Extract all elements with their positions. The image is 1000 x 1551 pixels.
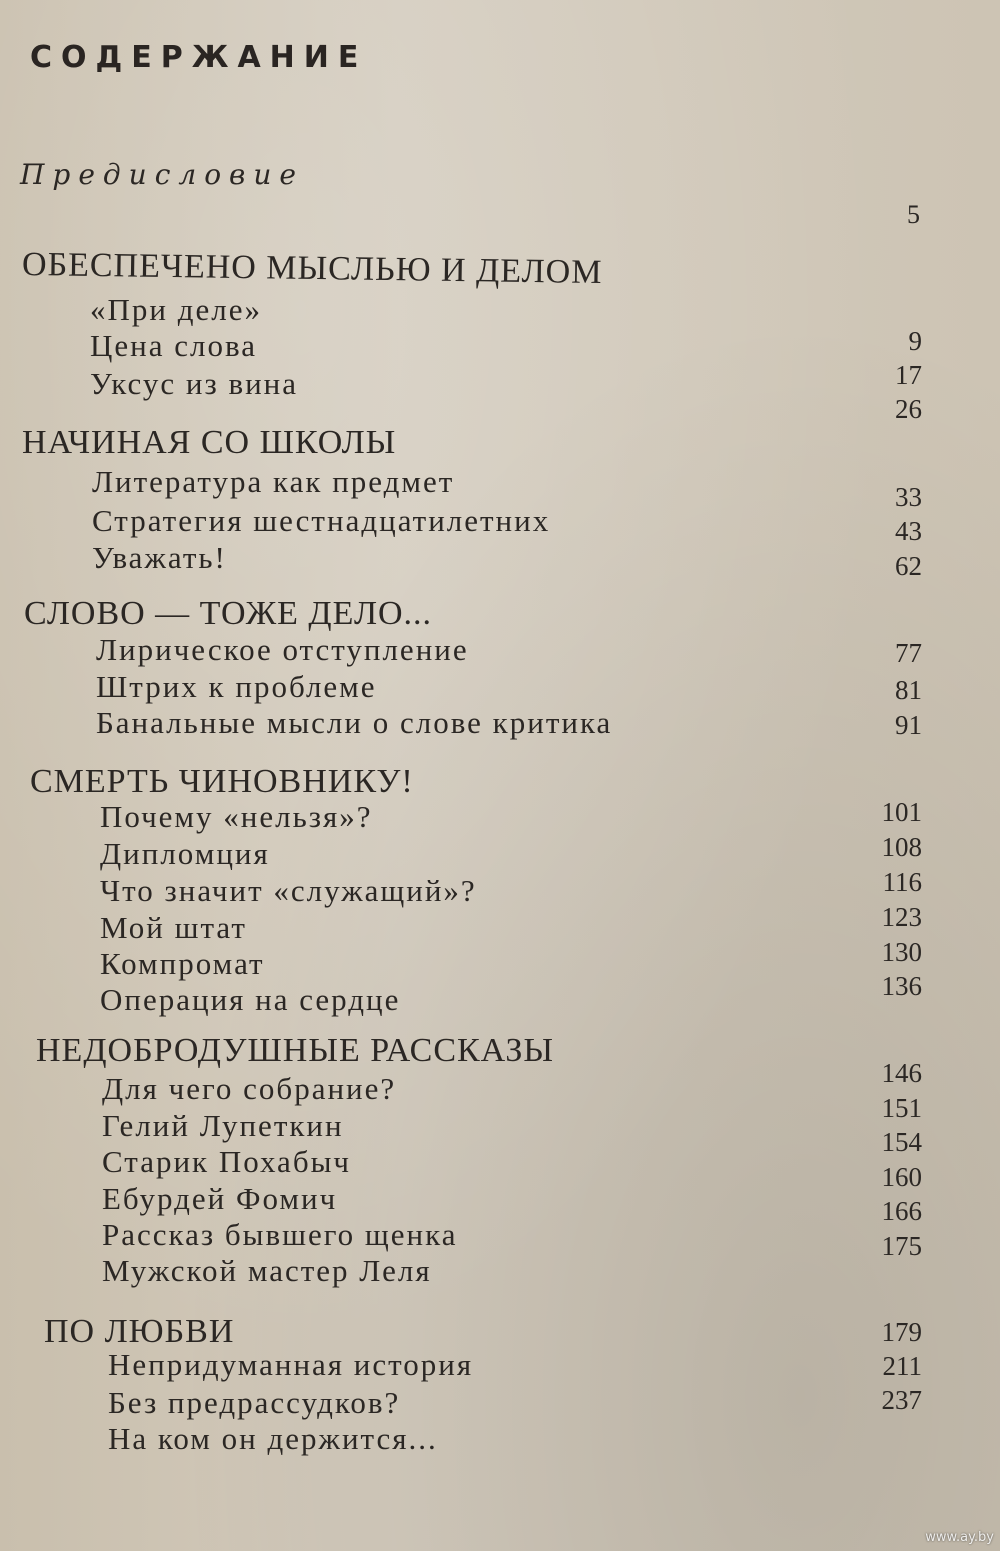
page-number: 33 — [895, 482, 922, 512]
page-number: 108 — [881, 832, 922, 862]
page-number: 62 — [895, 551, 922, 581]
page-number: 151 — [881, 1093, 922, 1123]
page-number: 175 — [881, 1231, 922, 1261]
preface-title: Предисловие — [20, 158, 304, 191]
toc-entry: «При деле» — [90, 292, 262, 327]
page-number: 116 — [882, 867, 922, 897]
toc-entry: Гелий Лупеткин — [102, 1108, 344, 1143]
page-number: 81 — [895, 675, 922, 705]
toc-entry: Уксус из вина — [90, 366, 299, 401]
toc-entry: Компромат — [100, 946, 265, 981]
section-title: НЕДОБРОДУШНЫЕ РАССКАЗЫ — [36, 1032, 555, 1069]
page-number: 136 — [881, 971, 922, 1001]
toc-entry: Стратегия шестнадцатилетних — [92, 503, 551, 538]
section-title: НАЧИНАЯ СО ШКОЛЫ — [22, 424, 397, 461]
page-number: 91 — [895, 710, 922, 740]
toc-entry: Лирическое отступление — [96, 632, 469, 667]
toc-entry: Штрих к проблеме — [96, 669, 377, 704]
toc-entry: Рассказ бывшего щенка — [102, 1217, 458, 1252]
toc-entry: Уважать! — [92, 540, 227, 575]
toc-entry: На ком он держится... — [108, 1421, 438, 1456]
toc-entry: Дипломция — [100, 836, 270, 871]
page-number: 26 — [895, 394, 922, 424]
page-number: 154 — [881, 1127, 922, 1157]
page-number: 43 — [895, 516, 922, 546]
section-title: ПО ЛЮБВИ — [44, 1313, 235, 1350]
page-number: 237 — [881, 1385, 922, 1415]
toc-entry: Почему «нельзя»? — [100, 799, 373, 834]
toc-entry: Мой штат — [100, 910, 247, 945]
preface-page-number: 5 — [907, 200, 920, 229]
toc-entry: Непридуманная история — [108, 1347, 474, 1382]
page-number: 123 — [881, 902, 922, 932]
toc-entry: Что значит «служащий»? — [100, 873, 477, 908]
toc-entry: Цена слова — [90, 328, 257, 363]
toc-entry: Старик Похабыч — [102, 1144, 352, 1179]
section-title: СМЕРТЬ ЧИНОВНИКУ! — [30, 763, 414, 800]
page-number: 9 — [908, 326, 922, 356]
page-number: 160 — [881, 1162, 922, 1192]
page-number: 130 — [881, 937, 922, 967]
page-number: 166 — [881, 1196, 922, 1226]
page-number: 77 — [895, 638, 922, 668]
toc-entry: Для чего собрание? — [102, 1071, 397, 1106]
section-title: ОБЕСПЕЧЕНО МЫСЛЬЮ И ДЕЛОМ — [21, 245, 603, 292]
toc-heading: СОДЕРЖАНИЕ — [30, 40, 368, 75]
toc-entry: Без предрассудков? — [108, 1385, 401, 1420]
toc-entry: Операция на сердце — [100, 982, 401, 1017]
page-number: 211 — [882, 1351, 922, 1381]
page-number: 101 — [881, 797, 922, 827]
page-number: 17 — [895, 360, 922, 390]
section-title: СЛОВО — ТОЖЕ ДЕЛО... — [24, 595, 433, 632]
toc-entry: Литература как предмет — [92, 464, 455, 499]
toc-entry: Мужской мастер Леля — [102, 1253, 432, 1288]
watermark: www.ay.by — [925, 1530, 994, 1545]
toc-entry: Ебурдей Фомич — [102, 1181, 338, 1216]
page-number: 179 — [881, 1317, 922, 1347]
page-number: 146 — [881, 1058, 922, 1088]
toc-entry: Банальные мысли о слове критика — [96, 705, 613, 740]
